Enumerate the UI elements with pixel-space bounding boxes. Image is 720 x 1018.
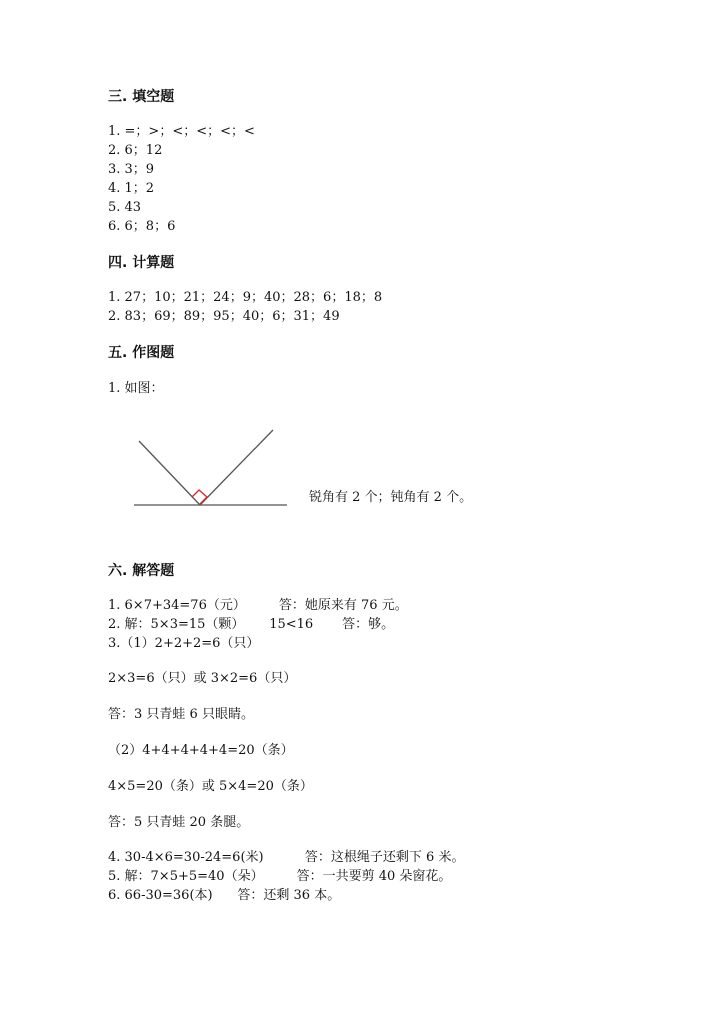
section-3-line-5: 5. 43 xyxy=(108,200,142,215)
section-6-line-9: 4. 30-4×6=30-24=6(米) 答：这根绳子还剩下 6 米。 xyxy=(108,850,465,865)
section-6-line-8: 答：5 只青蛙 20 条腿。 xyxy=(108,815,250,830)
section-6-line-10: 5. 解：7×5+5=40（朵） 答：一共要剪 40 朵窗花。 xyxy=(108,869,452,884)
section-3-line-6: 6. 6；8；6 xyxy=(108,219,176,234)
right-ray xyxy=(200,430,273,505)
section-6-line-11: 6. 66-30=36(本) 答：还剩 36 本。 xyxy=(108,888,341,903)
section-3-line-1: 1. =；>；<；<；<；< xyxy=(108,124,255,139)
angle-figure xyxy=(130,424,290,514)
section-3-heading: 三. 填空题 xyxy=(108,89,175,105)
section-6-line-2: 2. 解：5×3=15（颗） 15<16 答：够。 xyxy=(108,617,395,632)
section-5-intro: 1. 如图： xyxy=(108,381,164,396)
section-4-line-2: 2. 83；69；89；95；40；6；31；49 xyxy=(108,309,340,324)
section-4-heading: 四. 计算题 xyxy=(108,255,175,271)
figure-caption: 锐角有 2 个；钝角有 2 个。 xyxy=(309,490,473,505)
section-3-line-2: 2. 6；12 xyxy=(108,143,163,158)
section-6-line-6: （2）4+4+4+4+4=20（条） xyxy=(108,743,294,758)
section-3-line-3: 3. 3；9 xyxy=(108,162,155,177)
section-5-heading: 五. 作图题 xyxy=(108,345,175,361)
section-6-line-4: 2×3=6（只）或 3×2=6（只） xyxy=(108,671,297,686)
section-3-line-4: 4. 1；2 xyxy=(108,181,155,196)
section-6-line-1: 1. 6×7+34=76（元） 答：她原来有 76 元。 xyxy=(108,598,408,613)
left-ray xyxy=(139,441,200,505)
right-angle-mark xyxy=(192,490,207,504)
section-6-heading: 六. 解答题 xyxy=(108,563,175,579)
section-6-line-5: 答：3 只青蛙 6 只眼睛。 xyxy=(108,707,254,722)
section-4-line-1: 1. 27；10；21；24；9；40；28；6；18；8 xyxy=(108,290,383,305)
section-6-line-7: 4×5=20（条）或 5×4=20（条） xyxy=(108,779,313,794)
section-6-line-3: 3.（1）2+2+2=6（只） xyxy=(108,636,260,651)
